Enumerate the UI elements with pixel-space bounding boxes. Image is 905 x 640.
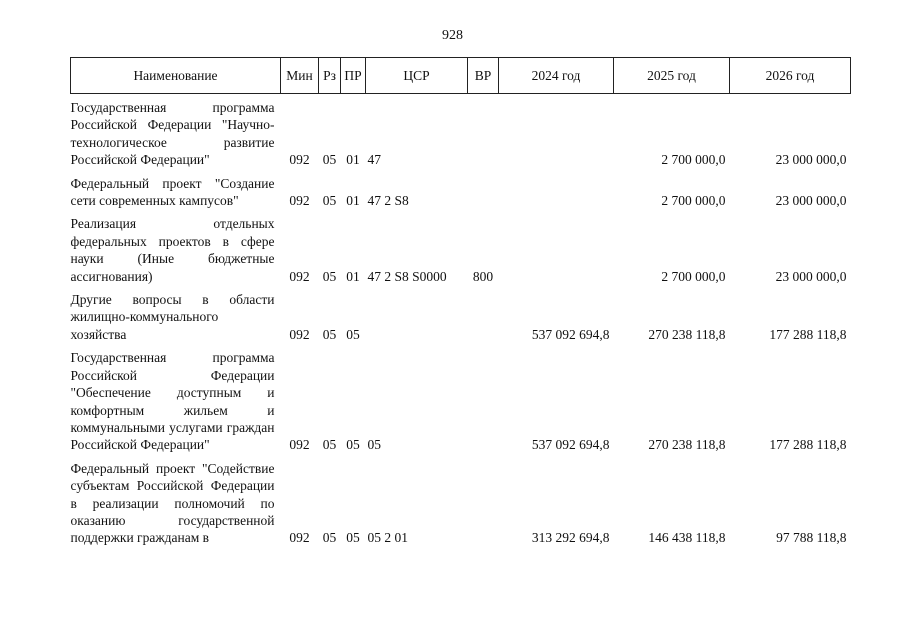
row-2026: 177 288 118,8 <box>769 437 847 453</box>
row-name: Государственная программа Российской Федерации "Научно-технологическое развитие Российской Федерации" <box>70 100 275 168</box>
row-csr: 47 2 S8 S0000 <box>367 268 447 284</box>
row-csr: 47 <box>367 152 381 168</box>
table-row <box>71 349 851 459</box>
table-row <box>71 460 851 553</box>
row-2026: 177 288 118,8 <box>769 326 847 342</box>
row-rz: 05 <box>322 152 337 168</box>
row-min: 092 <box>289 268 310 284</box>
row-vr <box>468 349 499 459</box>
row-2024: 537 092 694,8 <box>531 326 610 342</box>
row-csr: 05 2 01 <box>367 530 408 546</box>
table-row <box>71 291 851 349</box>
row-rz: 05 <box>322 193 337 209</box>
row-2025: 270 238 118,8 <box>648 326 726 342</box>
row-2025: 270 238 118,8 <box>648 437 726 453</box>
row-2026: 23 000 000,0 <box>775 193 847 209</box>
row-vr <box>468 460 499 553</box>
budget-table <box>70 57 851 553</box>
row-2026: 97 788 118,8 <box>776 530 847 546</box>
row-rz: 05 <box>322 437 337 453</box>
row-vr: 800 <box>472 268 494 284</box>
row-vr <box>468 94 499 175</box>
row-min: 092 <box>289 437 310 453</box>
row-2024 <box>499 175 614 216</box>
row-2024: 313 292 694,8 <box>531 530 610 546</box>
header-name: Наименование <box>71 58 281 94</box>
row-name: Другие вопросы в области жилищно-коммунального хозяйства <box>70 292 275 342</box>
row-vr <box>468 175 499 216</box>
row-2026: 23 000 000,0 <box>775 268 847 284</box>
header-2025: 2025 год <box>614 58 730 94</box>
row-rz: 05 <box>322 530 337 546</box>
row-pr: 05 <box>346 530 360 546</box>
header-pr: ПР <box>341 58 366 94</box>
table-row <box>71 215 851 291</box>
row-min: 092 <box>289 193 310 209</box>
row-min: 092 <box>289 326 310 342</box>
header-csr: ЦСР <box>366 58 468 94</box>
header-vr: ВР <box>468 58 499 94</box>
row-csr: 47 2 S8 <box>367 193 409 209</box>
table-row <box>71 175 851 216</box>
header-row <box>71 58 851 94</box>
row-rz: 05 <box>322 326 337 342</box>
row-name: Федеральный проект "Содействие субъектам Российской Федерации в реализации полномочий по оказанию государственной поддержки гражданам в <box>70 460 275 546</box>
header-rz: Рз <box>319 58 341 94</box>
header-min: Мин <box>281 58 319 94</box>
row-2026: 23 000 000,0 <box>775 152 847 168</box>
row-pr: 05 <box>346 326 360 342</box>
row-name: Реализация отдельных федеральных проектов в сфере науки (Иные бюджетные ассигнования) <box>70 216 275 284</box>
row-csr: 05 <box>367 437 381 453</box>
row-2025: 2 700 000,0 <box>661 268 726 284</box>
header-2024: 2024 год <box>499 58 614 94</box>
row-csr <box>366 291 468 349</box>
row-pr: 05 <box>346 437 360 453</box>
row-pr: 01 <box>346 268 360 284</box>
page-number: 928 <box>442 28 463 43</box>
row-rz: 05 <box>322 268 337 284</box>
header-2026: 2026 год <box>730 58 851 94</box>
row-min: 092 <box>289 530 310 546</box>
row-2025: 2 700 000,0 <box>661 193 726 209</box>
row-name: Федеральный проект "Создание сети современных кампусов" <box>70 175 275 209</box>
row-2024 <box>499 215 614 291</box>
row-2024: 537 092 694,8 <box>531 437 610 453</box>
row-vr <box>468 291 499 349</box>
row-pr: 01 <box>346 152 360 168</box>
row-min: 092 <box>289 152 310 168</box>
row-pr: 01 <box>346 193 360 209</box>
table-row <box>71 94 851 175</box>
row-name: Государственная программа Российской Федерации "Обеспечение доступным и комфортным жильем и коммунальными услугами граждан Российской Федерации" <box>70 350 275 453</box>
row-2025: 2 700 000,0 <box>661 152 726 168</box>
row-2025: 146 438 118,8 <box>648 530 726 546</box>
row-2024 <box>499 94 614 175</box>
